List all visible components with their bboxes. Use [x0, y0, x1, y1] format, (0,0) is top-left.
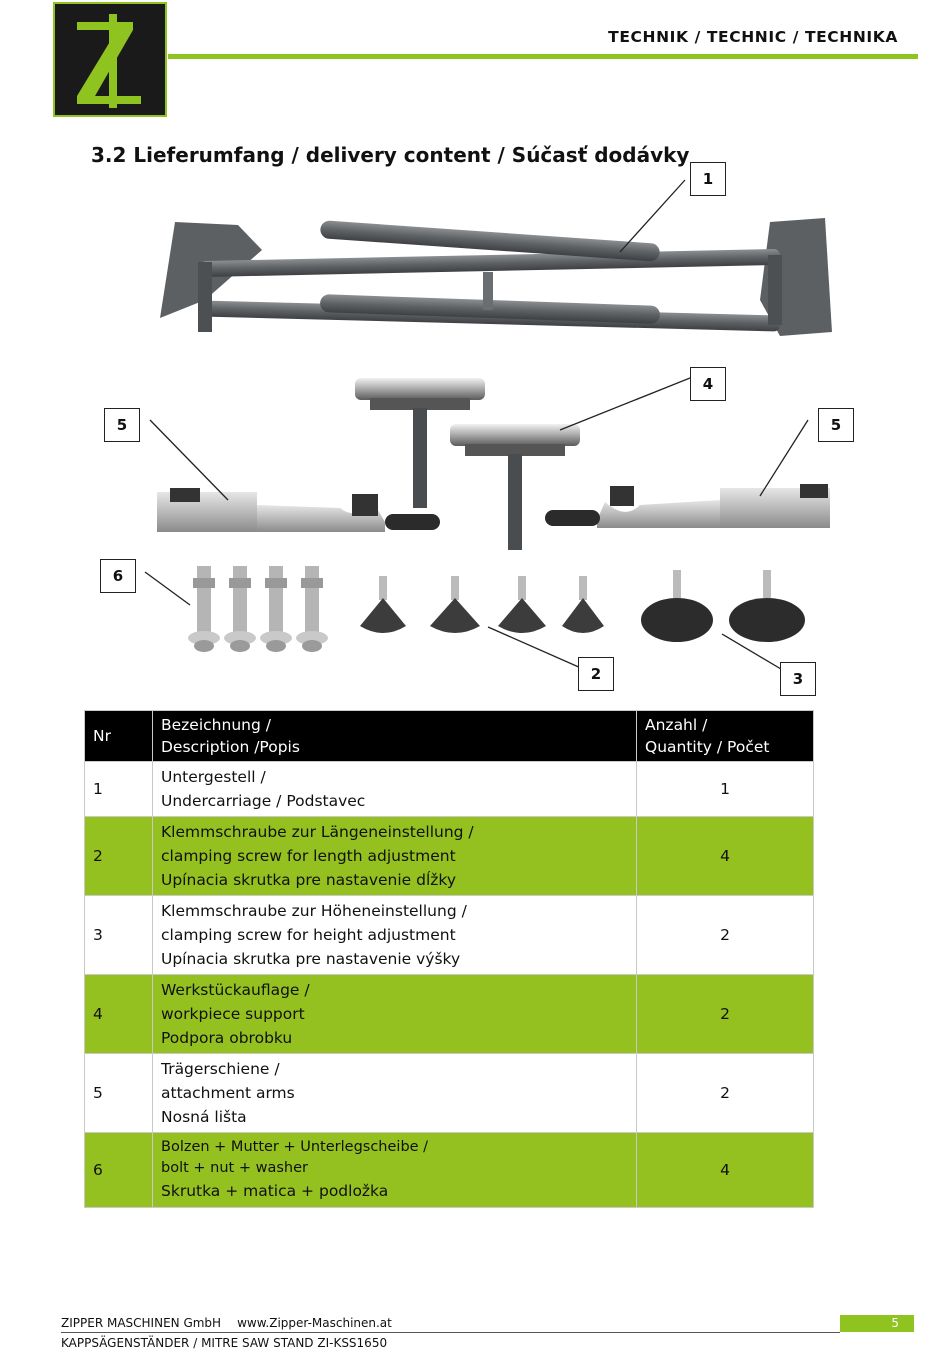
row-description-line: Trägerschiene / — [161, 1060, 280, 1078]
header-description — [153, 711, 637, 762]
callout-5-left: 5 — [104, 408, 140, 442]
row-description-line: clamping screw for length adjustment — [161, 847, 456, 865]
row-description-line: Upínacia skrutka pre nastavenie výšky — [161, 950, 461, 968]
row-nr: 6 — [85, 1133, 153, 1208]
callout-2: 2 — [578, 657, 614, 691]
row-description-line: workpiece support — [161, 1005, 305, 1023]
row-quantity: 4 — [637, 1133, 814, 1208]
row-nr: 1 — [85, 762, 153, 817]
footer-rule — [61, 1332, 840, 1333]
row-description — [153, 1133, 637, 1208]
footer-company: ZIPPER MASCHINEN GmbH — [61, 1316, 222, 1330]
undercarriage-frame — [160, 218, 832, 336]
table-row — [85, 896, 814, 975]
header-nr: Nr — [85, 711, 153, 762]
bolt-set — [188, 566, 328, 652]
row-quantity: 2 — [637, 975, 814, 1054]
row-description-line: Untergestell / — [161, 768, 266, 786]
row-description — [153, 817, 637, 896]
attachment-arm-right — [545, 484, 830, 528]
delivery-content-table — [84, 710, 814, 1208]
page-number: 5 — [840, 1315, 914, 1332]
footer-company-line — [61, 1316, 392, 1330]
footer-product: KAPPSÄGENSTÄNDER / MITRE SAW STAND ZI-KSS1650 — [61, 1336, 388, 1350]
table-row — [85, 1133, 814, 1208]
header-description-line2: Description /Popis — [161, 738, 300, 756]
table-row — [85, 817, 814, 896]
callout-5-right: 5 — [818, 408, 854, 442]
attachment-arm-left — [157, 488, 440, 532]
row-nr: 4 — [85, 975, 153, 1054]
header-quantity-line1: Anzahl / — [645, 716, 708, 734]
zipper-logo — [53, 2, 167, 117]
header-quantity — [637, 711, 814, 762]
row-description-line: Podpora obrobku — [161, 1029, 293, 1047]
delivery-content-illustration — [0, 160, 950, 700]
header-rule — [168, 54, 918, 59]
row-description-line: clamping screw for height adjustment — [161, 926, 456, 944]
row-description-line: Werkstückauflage / — [161, 981, 310, 999]
header-title: TECHNIK / TECHNIC / TECHNIKA — [608, 28, 898, 46]
row-description — [153, 896, 637, 975]
row-nr: 5 — [85, 1054, 153, 1133]
table-header-row — [85, 711, 814, 762]
callout-1: 1 — [690, 162, 726, 196]
table-row — [85, 1054, 814, 1133]
row-description-line: Skrutka + matica + podložka — [161, 1182, 389, 1200]
footer-url[interactable]: www.Zipper-Maschinen.at — [237, 1316, 392, 1330]
callout-6: 6 — [100, 559, 136, 593]
callout-3: 3 — [780, 662, 816, 696]
table-row — [85, 762, 814, 817]
section-heading: 3.2 Lieferumfang / delivery content / Súčasť dodávky — [91, 143, 690, 167]
row-nr: 3 — [85, 896, 153, 975]
row-description — [153, 975, 637, 1054]
row-nr: 2 — [85, 817, 153, 896]
row-description-line: Nosná lišta — [161, 1108, 247, 1126]
row-quantity: 2 — [637, 1054, 814, 1133]
row-description-line: Undercarriage / Podstavec — [161, 792, 366, 810]
header-description-line1: Bezeichnung / — [161, 716, 271, 734]
row-description-line: bolt + nut + washer — [161, 1160, 308, 1176]
callout-4: 4 — [690, 367, 726, 401]
table-row — [85, 975, 814, 1054]
row-description-line: attachment arms — [161, 1084, 295, 1102]
row-description — [153, 762, 637, 817]
row-description-line: Klemmschraube zur Höheneinstellung / — [161, 902, 467, 920]
header-quantity-line2: Quantity / Počet — [645, 738, 770, 756]
row-description — [153, 1054, 637, 1133]
row-quantity: 1 — [637, 762, 814, 817]
row-description-line: Klemmschraube zur Längeneinstellung / — [161, 823, 474, 841]
row-quantity: 2 — [637, 896, 814, 975]
row-quantity: 4 — [637, 817, 814, 896]
clamping-screws-length — [360, 576, 604, 633]
clamping-screws-height — [641, 570, 805, 642]
row-description-line: Bolzen + Mutter + Unterlegscheibe / — [161, 1139, 429, 1155]
workpiece-support-right — [450, 424, 580, 550]
zipper-logo-mark — [55, 4, 165, 115]
row-description-line: Upínacia skrutka pre nastavenie dĺžky — [161, 871, 457, 889]
